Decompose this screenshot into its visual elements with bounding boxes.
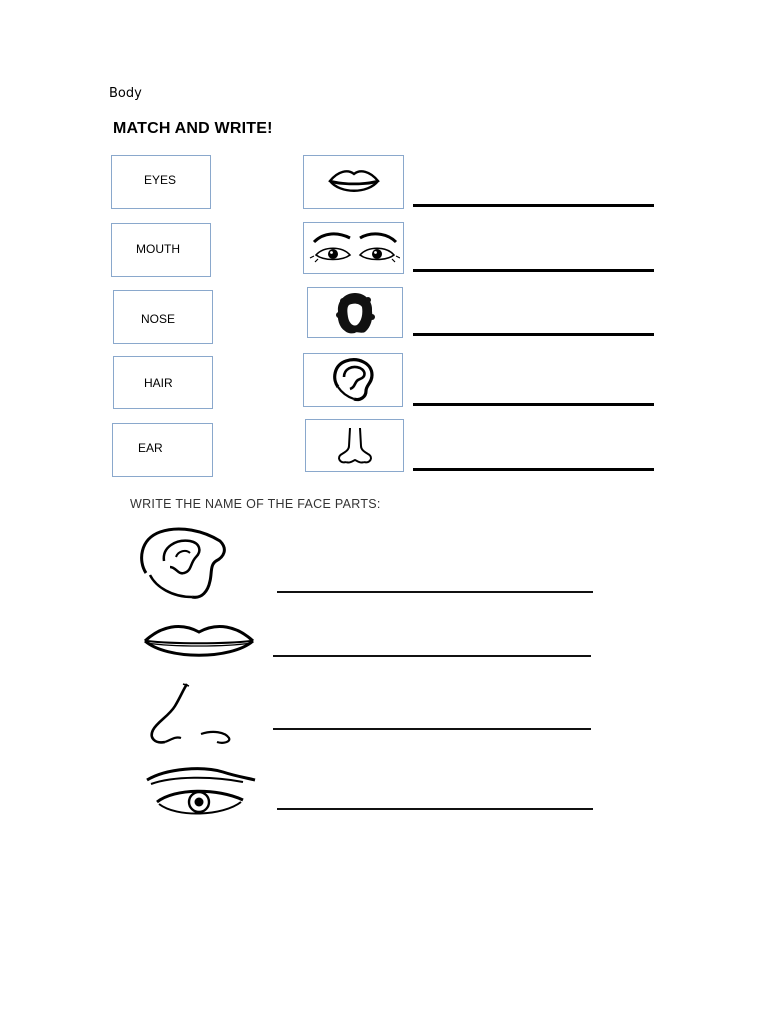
write-section-title: WRITE THE NAME OF THE FACE PARTS: bbox=[130, 497, 381, 511]
answer-line[interactable] bbox=[413, 403, 654, 406]
write-answer-line[interactable] bbox=[273, 655, 591, 657]
answer-line[interactable] bbox=[413, 269, 654, 272]
lips-icon bbox=[328, 167, 380, 197]
word-label: HAIR bbox=[144, 376, 173, 390]
nose-icon bbox=[330, 424, 380, 468]
answer-line[interactable] bbox=[413, 204, 654, 207]
word-label: EYES bbox=[144, 173, 177, 187]
picture-box-ear bbox=[303, 353, 403, 407]
word-label: MOUTH bbox=[136, 242, 180, 256]
ear-icon bbox=[136, 527, 228, 601]
write-answer-line[interactable] bbox=[273, 728, 591, 730]
write-answer-line[interactable] bbox=[277, 591, 593, 593]
hair-icon bbox=[335, 291, 375, 335]
picture-box-eyes bbox=[303, 222, 404, 274]
match-section-title: MATCH AND WRITE! bbox=[113, 120, 273, 137]
word-box-mouth bbox=[111, 223, 211, 277]
ear-icon bbox=[328, 357, 378, 403]
picture-box-hair bbox=[307, 287, 403, 338]
picture-box-nose bbox=[305, 419, 404, 472]
nose-icon bbox=[143, 682, 235, 746]
answer-line[interactable] bbox=[413, 468, 654, 471]
lips-icon bbox=[143, 620, 255, 662]
eyes-icon bbox=[308, 228, 400, 268]
picture-box-lips bbox=[303, 155, 404, 209]
word-label: NOSE bbox=[141, 312, 176, 326]
word-box-eyes bbox=[111, 155, 211, 209]
word-label: EAR bbox=[138, 441, 163, 455]
answer-line[interactable] bbox=[413, 333, 654, 336]
eye-icon bbox=[143, 766, 257, 818]
write-answer-line[interactable] bbox=[277, 808, 593, 810]
word-box-hair bbox=[113, 356, 213, 409]
document-label: Body bbox=[109, 86, 142, 101]
word-box-nose bbox=[113, 290, 213, 344]
word-box-ear bbox=[112, 423, 213, 477]
